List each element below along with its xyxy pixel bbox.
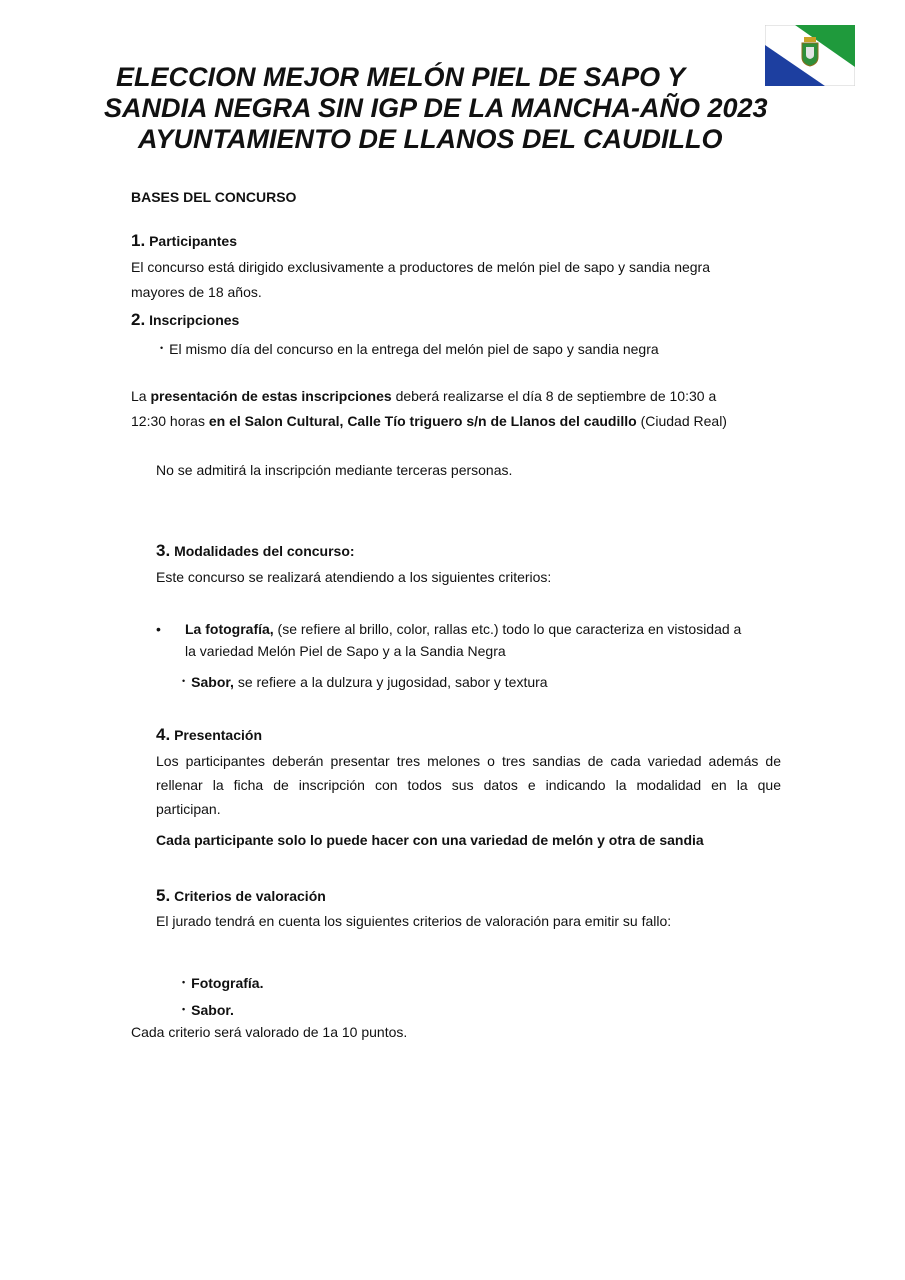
text-run: (se refiere al brillo, color, rallas etc.) todo lo que caracteriza en vistosidad a (273, 621, 742, 637)
paragraph-line: Los participantes deberán presentar tres melones o tres sandias de cada variedad además de (156, 753, 781, 769)
bullet-icon: • (182, 1004, 186, 1014)
municipal-flag-icon (765, 25, 855, 86)
section-title: Inscripciones (149, 312, 240, 328)
bullet-text: Sabor. (191, 1002, 234, 1018)
title-line-1: ELECCION MEJOR MELÓN PIEL DE SAPO Y (116, 62, 686, 92)
bold-run: presentación de estas inscripciones (150, 388, 392, 404)
text-run: La (131, 388, 151, 404)
section-title: Presentación (174, 727, 263, 743)
section-number: 2. (131, 310, 146, 329)
bullet-icon: • (182, 977, 186, 987)
bullet-icon: • (156, 621, 161, 637)
bold-run: La fotografía, (185, 621, 274, 637)
paragraph-line: Este concurso se realizará atendiendo a los siguientes criterios: (156, 569, 552, 585)
text-run: deberá realizarse el día 8 de septiembre de 10:30 a (391, 388, 717, 404)
section-title: Participantes (149, 233, 238, 249)
paragraph-line: rellenar la ficha de inscripción con todos sus datos e indicando la modalidad en la que (156, 777, 781, 793)
section-1-heading (131, 231, 237, 251)
paragraph-line: Cada criterio será valorado de 1a 10 puntos. (131, 1024, 408, 1040)
bullet-icon: • (160, 343, 164, 353)
section-4-heading (156, 725, 262, 745)
list-item (185, 621, 741, 637)
paragraph-line: El concurso está dirigido exclusivamente a productores de melón piel de sapo y sandia negra (131, 259, 711, 275)
section-number: 3. (156, 541, 171, 560)
bold-run: Sabor, (191, 674, 234, 690)
section-2-heading (131, 310, 239, 330)
bullet-text: Fotografía. (191, 975, 264, 991)
paragraph-line: mayores de 18 años. (131, 284, 262, 300)
bold-run: en el Salon Cultural, Calle Tío triguero s/n de Llanos del caudillo (208, 413, 637, 429)
paragraph-line: El jurado tendrá en cuenta los siguientes criterios de valoración para emitir su fallo: (156, 913, 672, 929)
coat-of-arms-icon (802, 37, 818, 66)
section-title: Modalidades del concurso: (174, 543, 355, 559)
section-5-heading (156, 886, 326, 906)
paragraph-line (131, 388, 716, 404)
section-number: 1. (131, 231, 146, 250)
text-run: (Ciudad Real) (636, 413, 727, 429)
paragraph-line (131, 413, 727, 429)
section-title: Criterios de valoración (174, 888, 326, 904)
paragraph-line: la variedad Melón Piel de Sapo y a la Sandia Negra (185, 643, 506, 659)
bullet-item (182, 674, 548, 690)
title-line-3: AYUNTAMIENTO DE LLANOS DEL CAUDILLO (138, 124, 723, 154)
section-number: 5. (156, 886, 171, 905)
bullet-icon: • (182, 676, 186, 686)
bases-heading: BASES DEL CONCURSO (131, 189, 297, 205)
paragraph-line: participan. (156, 801, 221, 817)
title-line-2: SANDIA NEGRA SIN IGP DE LA MANCHA-AÑO 2023 (104, 93, 768, 123)
bullet-text: El mismo día del concurso en la entrega del melón piel de sapo y sandia negra (169, 341, 659, 357)
bullet-item (182, 975, 264, 991)
section-number: 4. (156, 725, 171, 744)
bold-paragraph: Cada participante solo lo puede hacer con una variedad de melón y otra de sandia (156, 832, 704, 848)
list-bullet (156, 621, 161, 637)
text-run: se refiere a la dulzura y jugosidad, sabor y textura (233, 674, 548, 690)
bullet-item (182, 1002, 234, 1018)
text-run: 12:30 horas (131, 413, 209, 429)
paragraph-line: No se admitirá la inscripción mediante terceras personas. (156, 462, 513, 478)
section-3-heading (156, 541, 355, 561)
bullet-item (160, 341, 659, 357)
